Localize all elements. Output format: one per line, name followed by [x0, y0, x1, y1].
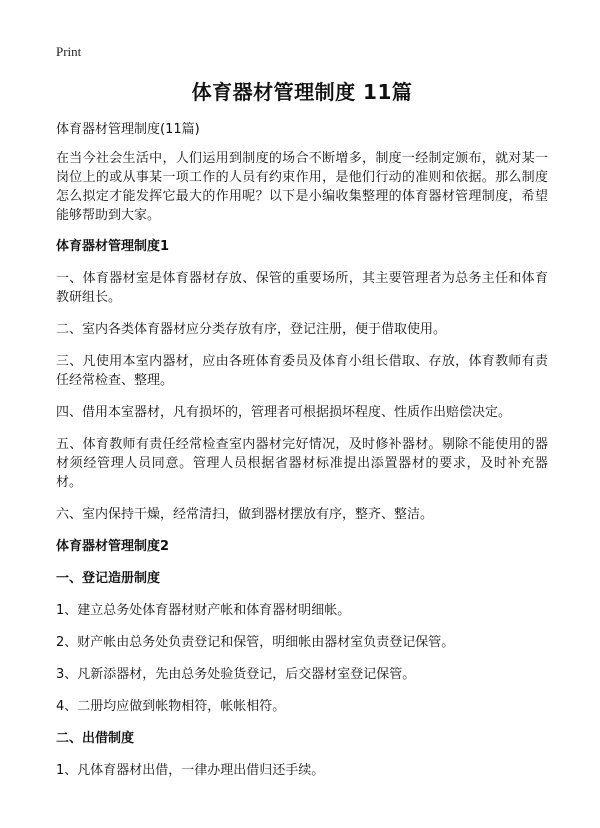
print-link[interactable]: Print: [56, 44, 82, 59]
section1-item: 三、凡使用本室内器材，应由各班体育委员及体育小组长借取、存放，体育教师有责任经常检查、整理。: [56, 354, 548, 388]
section1-item: 四、借用本室器材，凡有损坏的，管理者可根据损坏程度、性质作出赔偿决定。: [56, 405, 512, 420]
section2-item: 1、凡体育器材出借，一律办理出借归还手续。: [56, 763, 325, 778]
subsection-heading-lending: 二、出借制度: [56, 731, 135, 746]
page-title: 体育器材管理制度 11篇: [191, 80, 413, 104]
document-subtitle: 体育器材管理制度(11篇): [56, 122, 200, 137]
section1-item: 六、室内保持干燥，经常清扫，做到器材摆放有序，整齐、整洁。: [56, 507, 434, 522]
section1-item: 二、室内各类体育器材应分类存放有序，登记注册，便于借取使用。: [56, 322, 447, 337]
intro-paragraph: 在当今社会生活中，人们运用到制度的场合不断增多，制度一经制定颁布，就对某一岗位上的或从事某一项工作的人员有约束作用，是他们行动的准则和依据。那么制度怎么拟定才能发挥它最大的作用呢？以下是小编收集整理的体育器材管理制度，希望能够帮助到大家。: [56, 151, 548, 223]
subsection-heading-registration: 一、登记造册制度: [56, 571, 161, 586]
section2-item: 1、建立总务处体育器材财产帐和体育器材明细帐。: [56, 603, 351, 618]
section2-item: 2、财产帐由总务处负责登记和保管，明细帐由器材室负责登记保管。: [56, 635, 455, 650]
section1-item: 五、体育教师有责任经常检查室内器材完好情况，及时修补器材。剔除不能使用的器材须经管理人员同意。管理人员根据省器材标准提出添置器材的要求，及时补充器材。: [56, 437, 548, 490]
section2-item: 3、凡新添器材，先由总务处验货登记，后交器材室登记保管。: [56, 667, 416, 682]
section2-item: 4、二册均应做到帐物相符，帐帐相符。: [56, 699, 286, 714]
section-heading-1: 体育器材管理制度1: [56, 239, 170, 254]
document-body: [56, 78, 548, 793]
section-heading-2: 体育器材管理制度2: [56, 539, 170, 554]
section1-item: 一、体育器材室是体育器材存放、保管的重要场所，其主要管理者为总务主任和体育教研组长。: [56, 271, 548, 305]
